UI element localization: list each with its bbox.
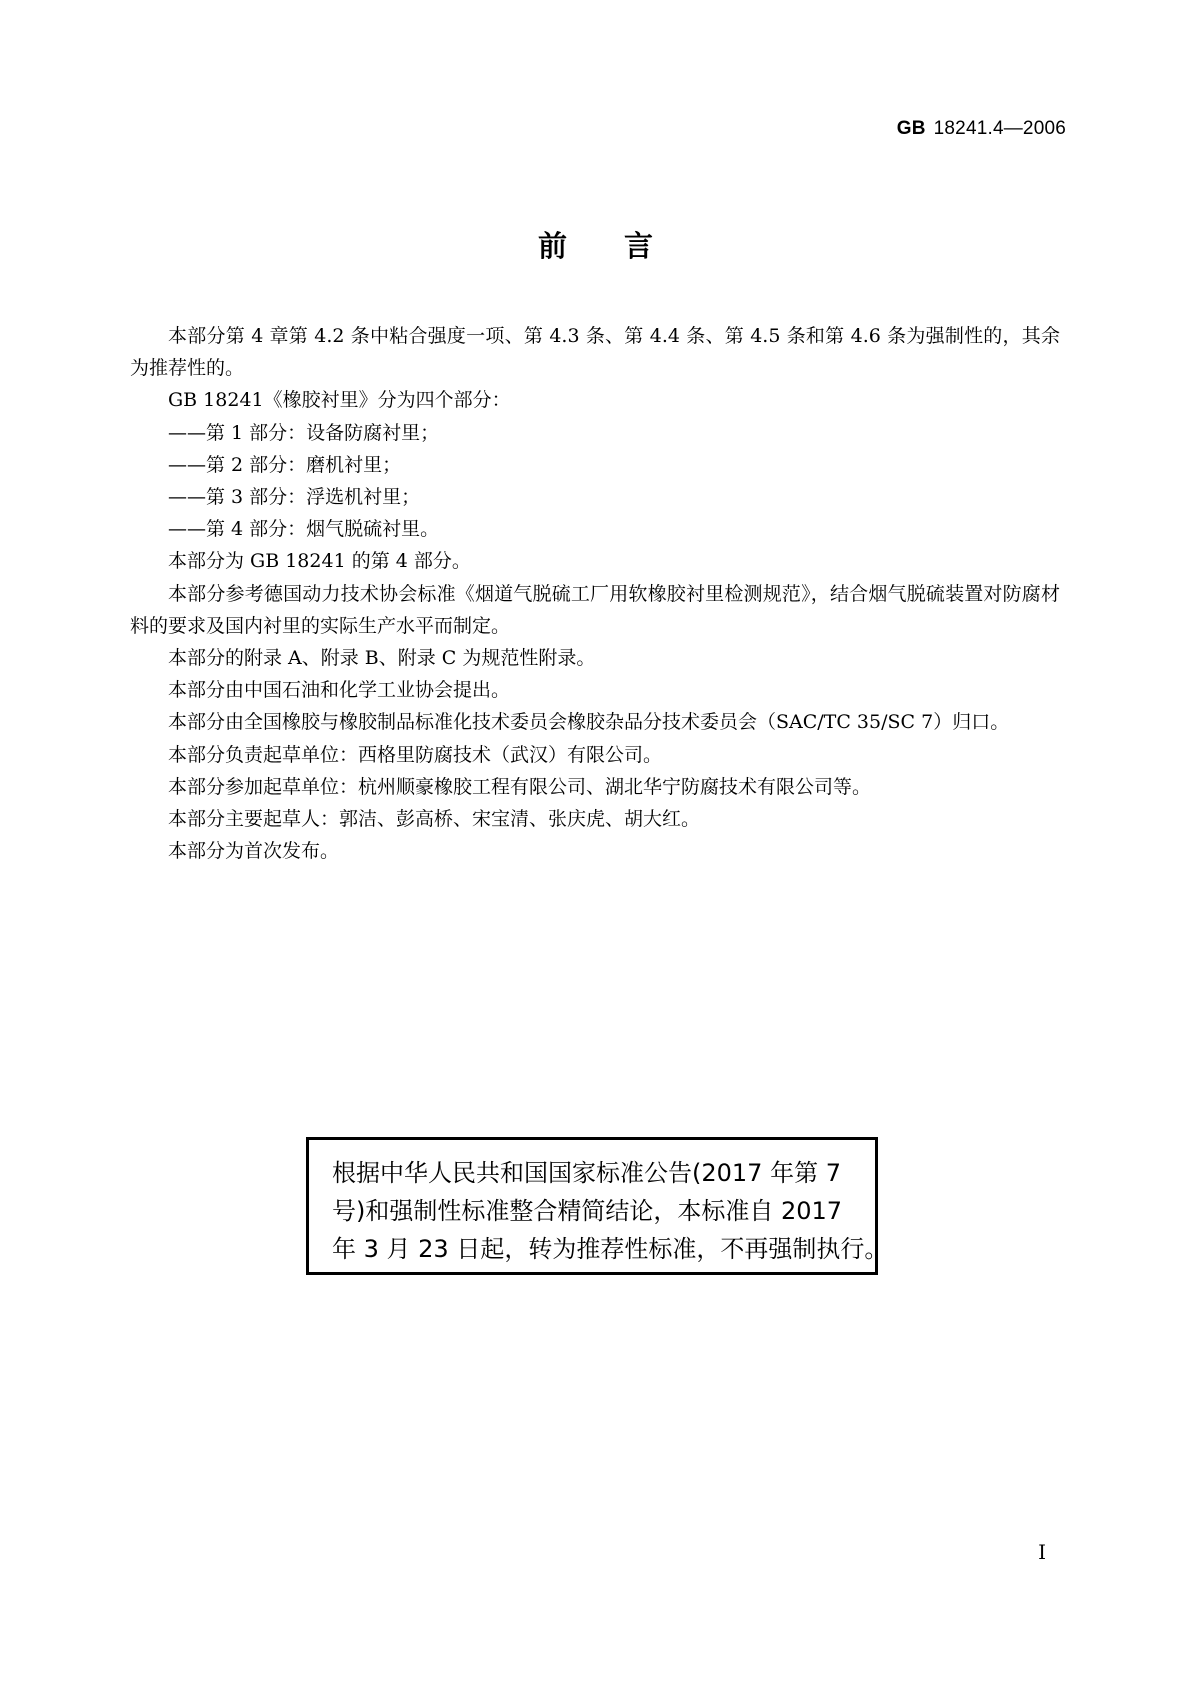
standard-prefix: GB: [896, 118, 926, 139]
paragraph-reference: 本部分参考德国动力技术协会标准《烟道气脱硫工厂用软橡胶衬里检测规范》，结合烟气脱硫装置对防腐材料的要求及国内衬里的实际生产水平而制定。: [130, 582, 1060, 637]
notice-line: 年 3 月 23 日起，转为推荐性标准，不再强制执行。: [332, 1235, 889, 1263]
paragraph-responsible-drafter: 本部分负责起草单位：西格里防腐技术（武汉）有限公司。: [168, 743, 663, 766]
notice-box: [306, 1137, 889, 1275]
paragraph-participating-drafters: 本部分参加起草单位：杭州顺豪橡胶工程有限公司、湖北华宁防腐技术有限公司等。: [168, 775, 872, 798]
notice-line: 号)和强制性标准整合精简结论，本标准自 2017: [332, 1197, 843, 1225]
paragraph-parts-intro: GB 18241《橡胶衬里》分为四个部分：: [168, 389, 511, 412]
paragraph-technical-committee: 本部分由全国橡胶与橡胶制品标准化技术委员会橡胶杂品分技术委员会（SAC/TC 35/SC 7）归口。: [168, 711, 1010, 734]
standard-code: [897, 118, 1066, 140]
page-number: I: [1038, 1540, 1046, 1564]
list-item-part-2: ——第 2 部分：磨机衬里；: [168, 453, 402, 476]
notice-line: 根据中华人民共和国国家标准公告(2017 年第 7: [332, 1159, 841, 1187]
standard-number: 18241.4—2006: [933, 118, 1066, 139]
paragraph-proposed-by: 本部分由中国石油和化学工业协会提出。: [168, 679, 511, 702]
paragraph-first-release: 本部分为首次发布。: [168, 840, 340, 863]
paragraph-mandatory-clauses: 本部分第 4 章第 4.2 条中粘合强度一项、第 4.3 条、第 4.4 条、第 4.5 条和第 4.6 条为强制性的，其余为推荐性的。: [130, 325, 1060, 380]
paragraph-annexes: 本部分的附录 A、附录 B、附录 C 为规范性附录。: [168, 647, 596, 670]
page-title: 前言: [537, 229, 710, 263]
list-item-part-4: ——第 4 部分：烟气脱硫衬里。: [168, 518, 440, 541]
paragraph-main-drafters: 本部分主要起草人：郭洁、彭高桥、宋宝清、张庆虎、胡大红。: [168, 808, 701, 831]
paragraph-this-part: 本部分为 GB 18241 的第 4 部分。: [168, 550, 471, 573]
foreword-body: [130, 320, 1060, 867]
list-item-part-3: ——第 3 部分：浮选机衬里；: [168, 486, 421, 509]
list-item-part-1: ——第 1 部分：设备防腐衬里；: [168, 421, 440, 444]
